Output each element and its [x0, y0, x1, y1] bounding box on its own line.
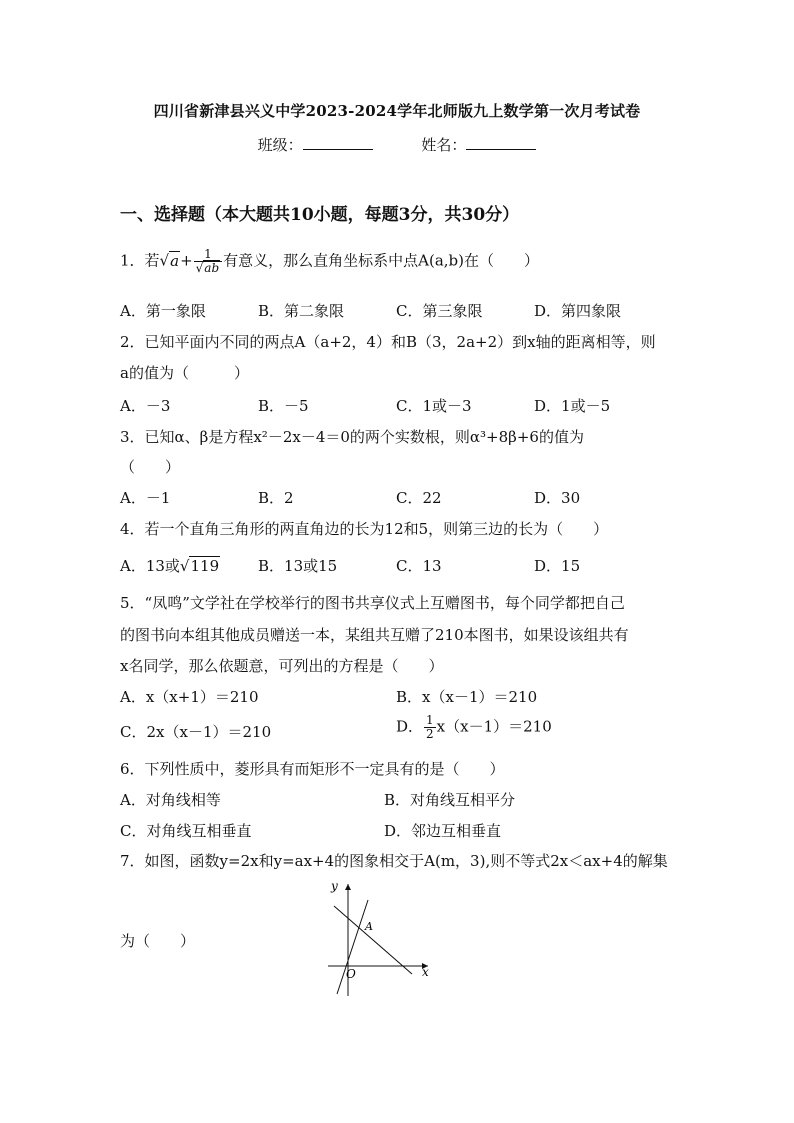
- name-field: [421, 134, 536, 155]
- q3-option-b[interactable]: B．2: [258, 489, 294, 507]
- question-3-stem-line-1: 3．已知α、β是方程x²－2x－4＝0的两个实数根，则α³+8β+6的值为: [120, 428, 584, 446]
- q6-option-c[interactable]: C．对角线互相垂直: [120, 822, 252, 840]
- question-5-stem-line-3: x名同学，那么依题意，可列出的方程是（ ）: [120, 657, 444, 675]
- q6-option-d[interactable]: D．邻边互相垂直: [384, 822, 502, 840]
- q2-option-a[interactable]: A．－3: [120, 397, 171, 415]
- q4-option-b[interactable]: B．13或15: [258, 557, 338, 575]
- q2-option-d[interactable]: D．1或－5: [534, 397, 611, 415]
- q5-option-a[interactable]: A．x（x+1）＝210: [120, 688, 259, 706]
- q1-option-c[interactable]: C．第三象限: [396, 302, 483, 320]
- question-3-stem-line-2: （ ）: [120, 458, 181, 476]
- q3-option-a[interactable]: A．－1: [120, 489, 171, 507]
- q3-option-d[interactable]: D．30: [534, 489, 581, 507]
- name-label: 姓名：: [421, 136, 467, 154]
- q4-option-a[interactable]: A．13或√119: [120, 557, 220, 575]
- q1-fraction: $\frac{1}{√ab}$: [194, 248, 223, 275]
- q4-option-c[interactable]: C．13: [396, 557, 442, 575]
- page-title: 四川省新津县兴义中学2023-2024学年北师版九上数学第一次月考试卷: [153, 102, 641, 120]
- class-label: 班级：: [257, 136, 303, 154]
- student-info: [0, 134, 794, 155]
- class-field: [258, 134, 373, 155]
- y-axis-arrow: [345, 884, 351, 890]
- question-5-stem-line-2: 的图书向本组其他成员赠送一本，某组共互赠了210本图书，如果设该组共有: [120, 626, 629, 644]
- label-origin: O: [346, 967, 356, 981]
- q4-option-d[interactable]: D．15: [534, 557, 581, 575]
- q2-option-c[interactable]: C．1或－3: [396, 397, 472, 415]
- q2-option-b[interactable]: B．－5: [258, 397, 309, 415]
- q5-option-b[interactable]: B．x（x－1）＝210: [396, 688, 538, 706]
- question-5-stem-line-1: 5．“凤鸣”文学社在学校举行的图书共享仪式上互赠图书，每个同学都把自己: [120, 594, 625, 612]
- question-2-stem-line-1: 2．已知平面内不同的两点A（a+2，4）和B（3，2a+2）到x轴的距离相等，则: [120, 333, 656, 351]
- section-title: 一、选择题（本大题共10小题，每题3分，共30分）: [120, 205, 520, 225]
- q1-option-a[interactable]: A．第一象限: [120, 302, 206, 320]
- q1-option-d[interactable]: D．第四象限: [534, 302, 622, 320]
- function-graph: [320, 878, 440, 998]
- line-y-ax-plus-4: [334, 906, 412, 974]
- q6-option-a[interactable]: A．对角线相等: [120, 791, 221, 809]
- question-1-stem: 1．若√a+ $\frac{1}{√ab}$ 有意义，那么直角坐标系中点A(a,b)在（ ）: [120, 247, 539, 275]
- question-6-stem: 6．下列性质中，菱形具有而矩形不一定具有的是（ ）: [120, 760, 505, 778]
- question-7-stem-line-2: 为（ ）: [120, 932, 196, 950]
- q5-fraction: $\frac{1}{2}$: [426, 713, 434, 741]
- q6-option-b[interactable]: B．对角线互相平分: [384, 791, 516, 809]
- q1-option-b[interactable]: B．第二象限: [258, 302, 345, 320]
- class-blank[interactable]: [303, 135, 373, 150]
- label-x: x: [422, 965, 429, 979]
- question-4-stem: 4．若一个直角三角形的两直角边的长为12和5，则第三边的长为（ ）: [120, 520, 609, 538]
- label-point-a: A: [365, 920, 373, 933]
- question-7-stem-line-1: 7．如图，函数y=2x和y=ax+4的图象相交于A(m，3),则不等式2x＜ax+4的解集: [120, 852, 668, 870]
- q5-option-c[interactable]: C．2x（x－1）＝210: [120, 723, 272, 741]
- q5-option-d[interactable]: D． $\frac{1}{2}$ x（x－1）＝210: [396, 713, 552, 741]
- label-y: y: [331, 879, 338, 893]
- question-2-stem-line-2: a的值为（ ）: [120, 364, 249, 382]
- name-blank[interactable]: [466, 135, 536, 150]
- q3-option-c[interactable]: C．22: [396, 489, 442, 507]
